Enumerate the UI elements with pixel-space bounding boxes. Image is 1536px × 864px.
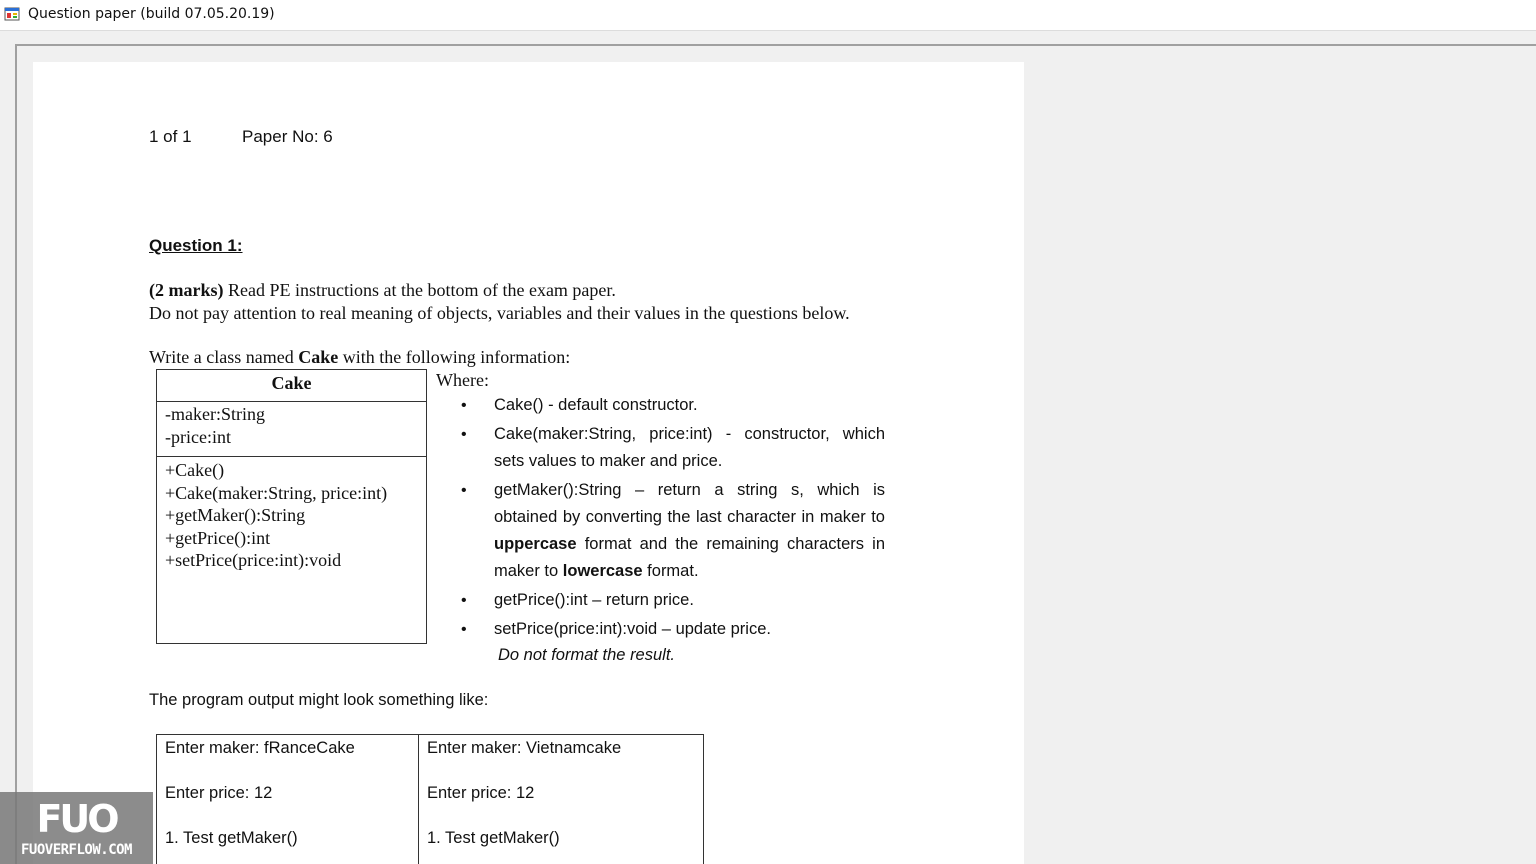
method-descriptions bbox=[461, 392, 885, 645]
task-suffix: with the following information: bbox=[338, 347, 571, 367]
output-line: Enter price: 12 bbox=[165, 784, 273, 802]
uml-attributes bbox=[157, 402, 426, 457]
uml-methods bbox=[157, 457, 426, 572]
output-line: Enter maker: Vietnamcake bbox=[427, 739, 622, 757]
uml-method: +getMaker():String bbox=[165, 505, 306, 525]
output-line: Enter price: 12 bbox=[427, 784, 535, 802]
output-column-left bbox=[157, 735, 419, 864]
uml-method: +Cake(maker:String, price:int) bbox=[165, 482, 388, 503]
bullet-item bbox=[461, 392, 885, 419]
watermark bbox=[0, 792, 153, 864]
bullet-text: format. bbox=[642, 562, 699, 580]
bullet-icon: • bbox=[461, 397, 467, 414]
instruction-text: Read PE instructions at the bottom of the exam paper. bbox=[223, 280, 616, 300]
bullet-icon: • bbox=[461, 592, 467, 609]
output-column-right bbox=[419, 735, 703, 864]
uml-attribute: -price:int bbox=[165, 427, 231, 447]
bullet-text: format and the remaining characters in maker to bbox=[494, 535, 885, 580]
uml-class-name: Cake bbox=[157, 370, 426, 402]
bullet-text: getPrice():int – return price. bbox=[494, 591, 694, 609]
exam-paper-page bbox=[33, 62, 1024, 864]
watermark-text: FUOVERFLOW.COM bbox=[20, 842, 132, 858]
watermark-logo: FUO bbox=[36, 797, 117, 841]
uml-method: +getPrice():int bbox=[165, 527, 271, 548]
marks-label: (2 marks) bbox=[149, 280, 224, 300]
bullet-text: setPrice(price:int):void – update price. bbox=[494, 620, 771, 638]
task-prefix: Write a class named bbox=[149, 347, 299, 367]
output-line: 1. Test getMaker() bbox=[427, 829, 560, 847]
output-intro: The program output might look something like: bbox=[149, 691, 489, 709]
bullet-text: Cake() - default constructor. bbox=[494, 396, 698, 414]
page-count: 1 of 1 bbox=[149, 127, 192, 146]
uml-class-diagram bbox=[156, 369, 427, 644]
app-window-icon[interactable] bbox=[4, 6, 20, 22]
uml-method: +setPrice(price:int):void bbox=[165, 550, 342, 570]
bullet-item bbox=[461, 616, 885, 643]
title-bar bbox=[0, 0, 1536, 31]
output-line: Enter maker: fRanceCake bbox=[165, 739, 355, 757]
bullet-item bbox=[461, 477, 885, 585]
task-line bbox=[149, 347, 570, 368]
bold-lowercase: lowercase bbox=[562, 562, 643, 580]
bullet-icon: • bbox=[461, 482, 467, 499]
bullet-icon: • bbox=[461, 426, 467, 443]
window-title: Question paper (build 07.05.20.19) bbox=[28, 6, 275, 22]
bullet-text: getMaker():String – return a string s, which is obtained by converting the last character in maker to bbox=[494, 481, 885, 526]
disclaimer-line: Do not pay attention to real meaning of objects, variables and their values in the questions below. bbox=[149, 303, 850, 323]
question-heading: Question 1: bbox=[149, 236, 243, 255]
bullet-item bbox=[461, 587, 885, 614]
paper-number: Paper No: 6 bbox=[242, 127, 333, 146]
sample-output-table bbox=[156, 734, 704, 864]
bullet-text: Cake(maker:String, price:int) - constructor, which sets values to maker and price. bbox=[494, 425, 885, 470]
class-name-bold: Cake bbox=[298, 347, 339, 367]
uml-attribute: -maker:String bbox=[165, 404, 265, 424]
bold-uppercase: uppercase bbox=[494, 535, 577, 553]
bullet-icon: • bbox=[461, 621, 467, 638]
uml-method: +Cake() bbox=[165, 460, 225, 480]
output-line: 1. Test getMaker() bbox=[165, 829, 298, 847]
marks-line bbox=[149, 280, 616, 301]
format-note: Do not format the result. bbox=[498, 646, 675, 664]
where-label: Where: bbox=[436, 370, 489, 390]
bullet-item bbox=[461, 421, 885, 475]
